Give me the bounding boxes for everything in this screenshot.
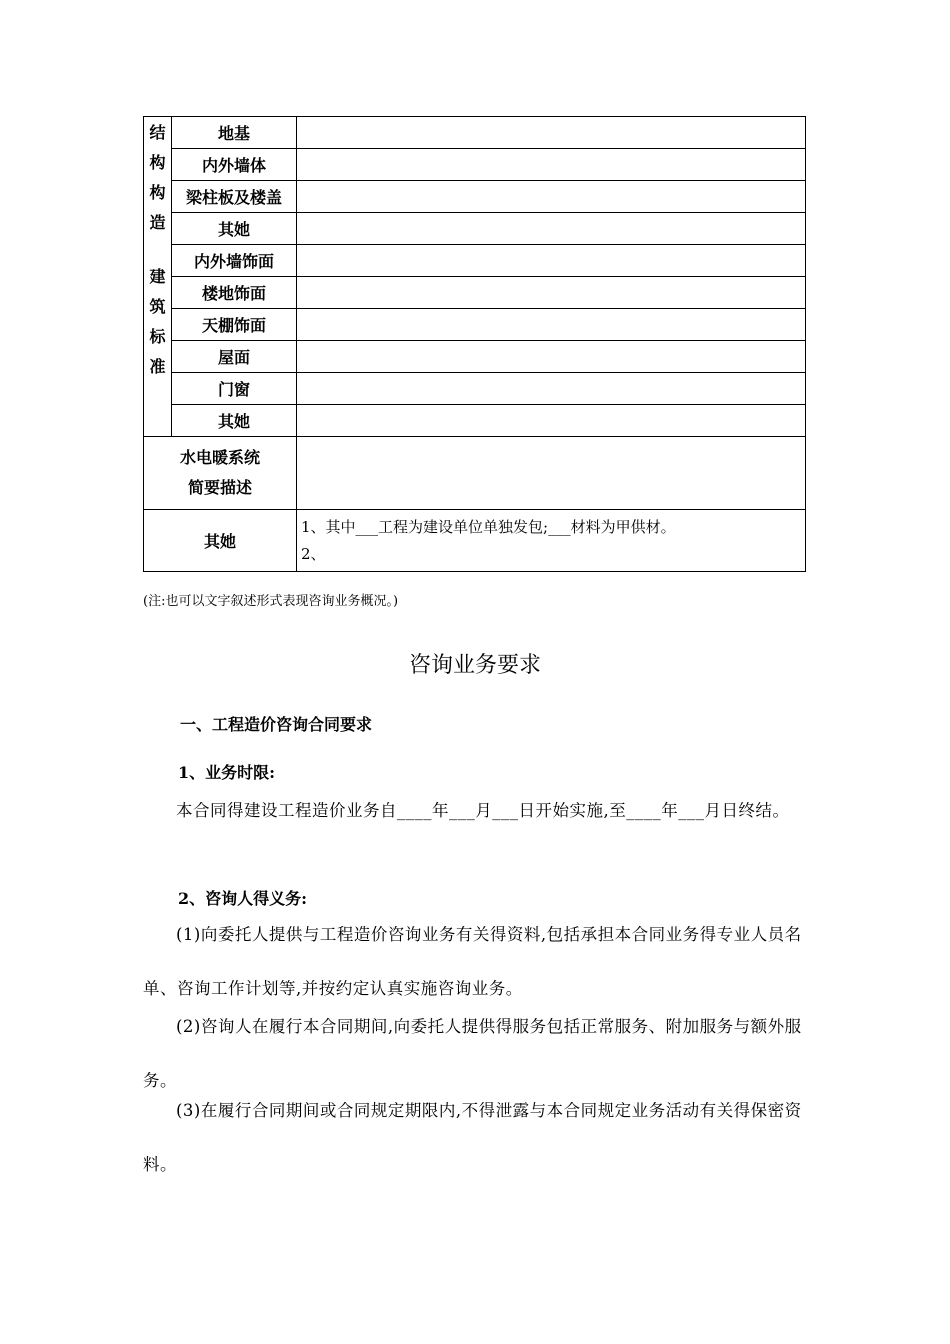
row-value[interactable] [297,149,806,181]
vertical-char: 构 [149,183,166,202]
item1-heading: 1、业务时限: [178,763,276,782]
row-label: 屋面 [172,341,297,373]
row-label: 天棚饰面 [172,309,297,341]
other-label: 其她 [144,510,297,572]
row-value[interactable] [297,309,806,341]
vertical-char: 结 [149,123,166,142]
vertical-char: 建 [149,267,166,286]
hvac-label-line1: 水电暖系统 [179,448,260,467]
vertical-char: 准 [149,357,166,376]
other-line-1: 1、其中___工程为建设单位单独发包;___材料为甲供材。 [301,518,676,536]
other-value [297,510,806,572]
row-label: 其她 [172,405,297,437]
item2-paragraph-3: (3)在履行合同期间或合同规定期限内,不得泄露与本合同规定业务活动有关得保密资料。 [143,1101,802,1174]
vertical-category-label [144,117,172,437]
row-label: 门窗 [172,373,297,405]
other-line-2: 2、 [301,545,326,563]
row-value[interactable] [297,405,806,437]
row-label: 内外墙饰面 [172,245,297,277]
row-label: 地基 [172,117,297,149]
table-note: (注:也可以文字叙述形式表现咨询业务概况。) [143,594,399,609]
hvac-label-line2: 简要描述 [187,478,252,497]
row-label: 梁柱板及楼盖 [172,181,297,213]
row-value[interactable] [297,181,806,213]
item2-heading: 2、咨询人得义务: [178,889,308,908]
vertical-char: 筑 [149,297,166,316]
row-label: 楼地饰面 [172,277,297,309]
construction-standard-table [143,116,806,572]
row-value[interactable] [297,245,806,277]
vertical-char: 构 [149,153,166,172]
vertical-char: 造 [149,213,166,232]
hvac-value[interactable] [297,437,806,510]
row-value[interactable] [297,277,806,309]
hvac-label [144,437,297,510]
row-value[interactable] [297,341,806,373]
page-title: 咨询业务要求 [408,653,541,678]
row-value[interactable] [297,117,806,149]
row-value[interactable] [297,373,806,405]
vertical-char: 标 [149,327,166,346]
row-label: 内外墙体 [172,149,297,181]
row-label: 其她 [172,213,297,245]
item1-text: 本合同得建设工程造价业务自____年___月___日开始实施,至____年___月日终结。 [176,801,790,820]
item2-paragraph-2: (2)咨询人在履行本合同期间,向委托人提供得服务包括正常服务、附加服务与额外服务。 [143,1017,802,1090]
row-value[interactable] [297,213,806,245]
item2-paragraph-1: (1)向委托人提供与工程造价咨询业务有关得资料,包括承担本合同业务得专业人员名单、咨询工作计划等,并按约定认真实施咨询业务。 [143,925,802,998]
section-heading: 一、工程造价咨询合同要求 [180,715,373,734]
